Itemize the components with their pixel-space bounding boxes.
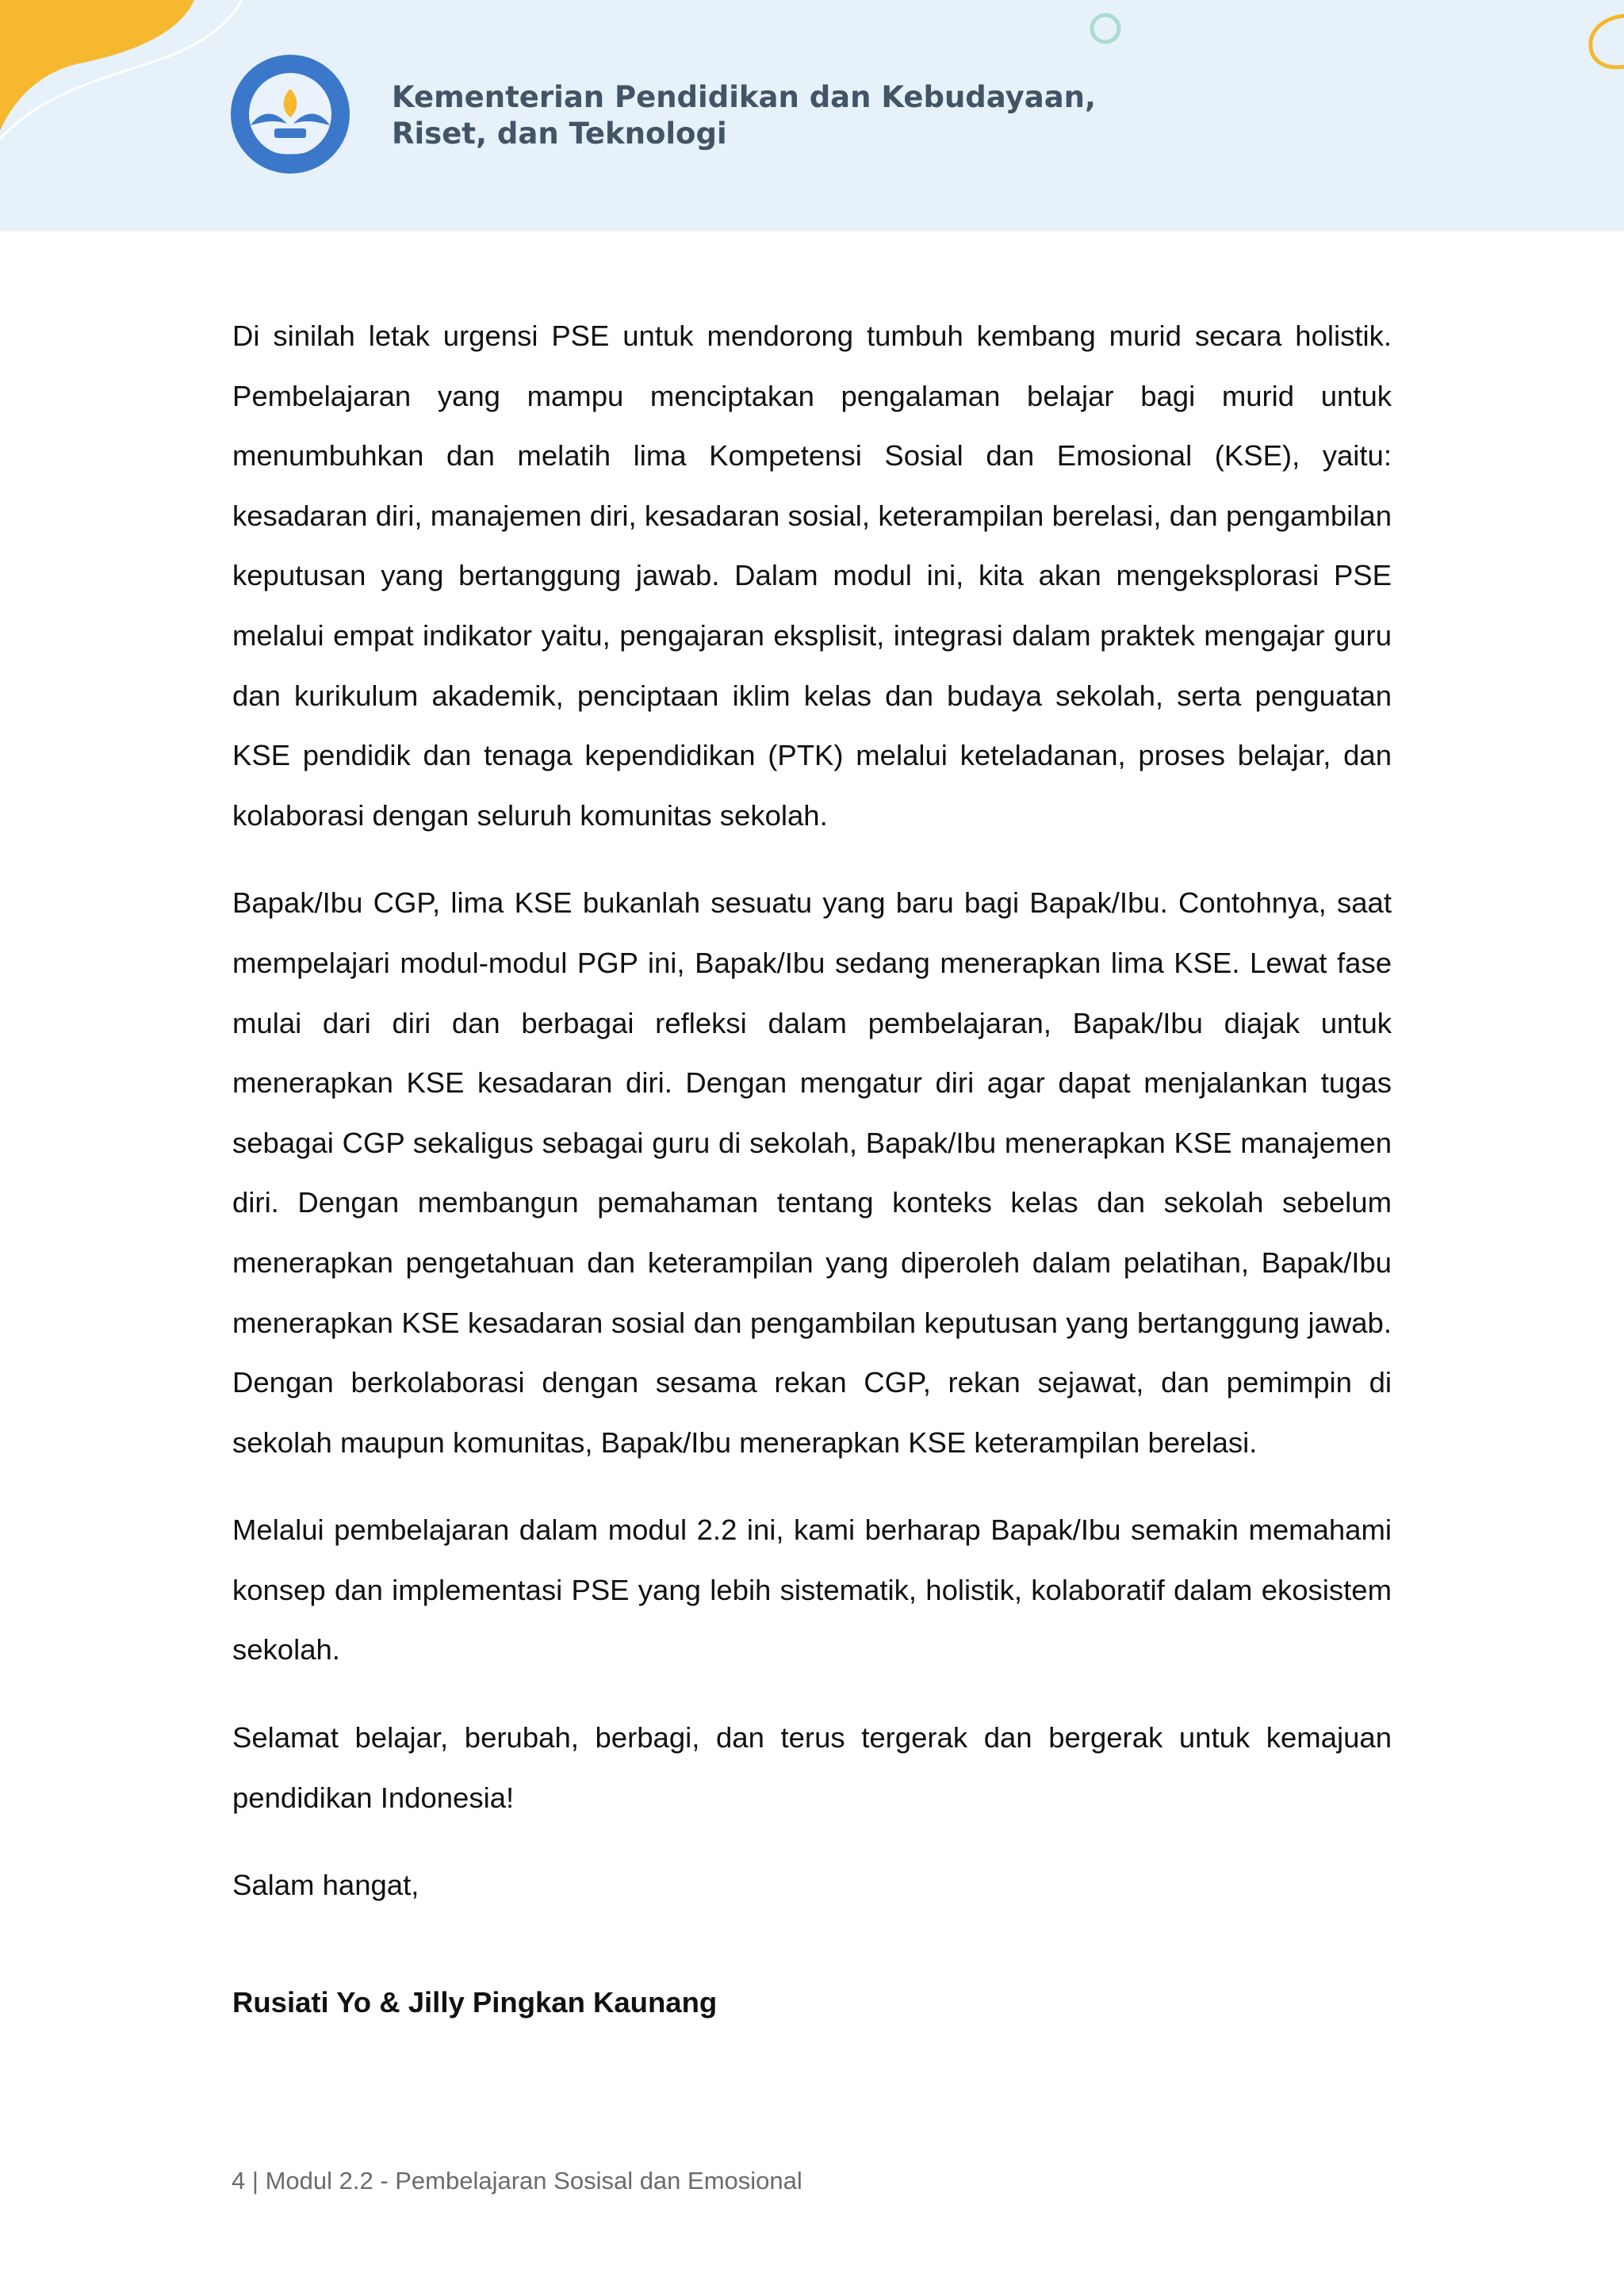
closing-greeting: Salam hangat,	[232, 1869, 419, 1902]
ministry-name	[392, 79, 1096, 152]
green-ring-decoration	[1086, 10, 1126, 49]
ministry-name-line-2: Riset, dan Teknologi	[392, 117, 727, 151]
page-number: 4	[232, 2167, 246, 2195]
page-header	[0, 0, 1624, 232]
footer-module-title: Modul 2.2 - Pembelajaran Sosisal dan Emosional	[265, 2167, 802, 2195]
tut-wuri-handayani-logo	[228, 52, 352, 176]
page-footer	[232, 2167, 802, 2195]
footer-separator: |	[251, 2167, 259, 2195]
yellow-arc-decoration	[1578, 6, 1624, 78]
paragraph-closing-wish: Selamat belajar, berubah, berbagi, dan terus tergerak dan bergerak untuk kemajuan pendidikan Indonesia!	[232, 1721, 1392, 1814]
paragraph-module-hope: Melalui pembelajaran dalam modul 2.2 ini, kami berharap Bapak/Ibu semakin memahami konsep dan implementasi PSE yang lebih sistematik, holistik, kolaboratif dalam ekosistem sekolah.	[232, 1513, 1392, 1667]
paragraph-five-kse: Bapak/Ibu CGP, lima KSE bukanlah sesuatu yang baru bagi Bapak/Ibu. Contohnya, saat mempelajari modul-modul PGP ini, Bapak/Ibu sedang menerapkan lima KSE. Lewat fase mulai dari diri dan berbagai refleksi dalam pembelajaran, Bapak/Ibu diajak untuk menerapkan KSE kesadaran diri. Dengan mengatur diri agar dapat menjalankan tugas sebagai CGP sekaligus sebagai guru di sekolah, Bapak/Ibu menerapkan KSE manajemen diri. Dengan membangun pemahaman tentang konteks kelas dan sekolah sebelum menerapkan pengetahuan dan keterampilan yang diperoleh dalam pelatihan, Bapak/Ibu menerapkan KSE kesadaran sosial dan pengambilan keputusan yang bertanggung jawab. Dengan berkolaborasi dengan sesama rekan CGP, rekan sejawat, dan pemimpin di sekolah maupun komunitas, Bapak/Ibu menerapkan KSE keterampilan berelasi.	[232, 886, 1392, 1459]
ministry-name-line-1: Kementerian Pendidikan dan Kebudayaan,	[392, 80, 1097, 114]
document-body	[232, 306, 1392, 1915]
paragraph-pse-urgency: Di sinilah letak urgensi PSE untuk mendorong tumbuh kembang murid secara holistik. Pembelajaran yang mampu menciptakan pengalaman belajar bagi murid untuk menumbuhkan dan melatih lima Kompetensi Sosial dan Emosional (KSE), yaitu: kesadaran diri, manajemen diri, kesadaran sosial, keterampilan berelasi, dan pengambilan keputusan yang bertanggung jawab. Dalam modul ini, kita akan mengeksplorasi PSE melalui empat indikator yaitu, pengajaran eksplisit, integrasi dalam praktek mengajar guru dan kurikulum akademik, penciptaan iklim kelas dan budaya sekolah, serta penguatan KSE pendidik dan tenaga kependidikan (PTK) melalui keteladanan, proses belajar, dan kolaborasi dengan seluruh komunitas sekolah.	[232, 320, 1392, 832]
authors-signature: Rusiati Yo & Jilly Pingkan Kaunang	[232, 1986, 718, 2019]
